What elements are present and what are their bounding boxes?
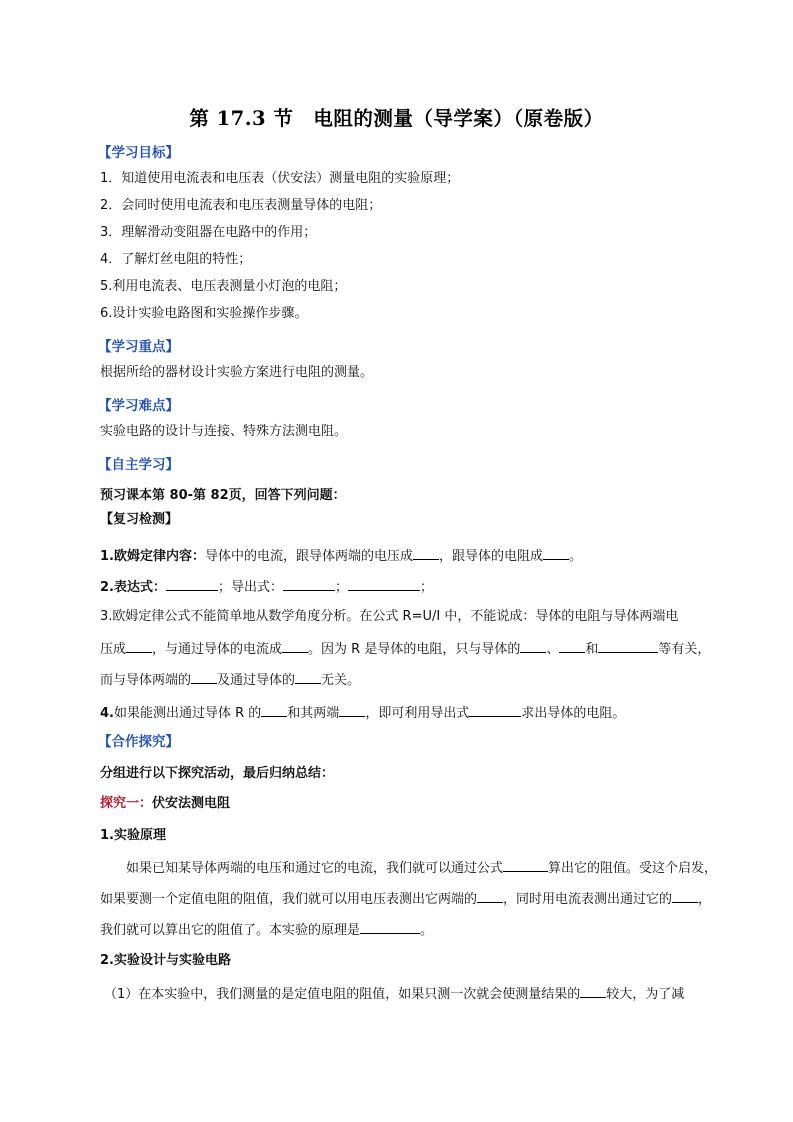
blank: [283, 577, 335, 591]
group-activity-text: 分组进行以下探究活动，最后归纳总结：: [100, 766, 335, 781]
question-2: 2.表达式： ；导出式： ； ；: [100, 577, 729, 597]
section-review: 【复习检测】: [100, 512, 179, 527]
objective-6: 6.设计实验电路图和实验操作步骤。: [100, 306, 308, 321]
section-objectives: 【学习目标】: [98, 145, 179, 161]
question-1-label: 1.欧姆定律内容：: [100, 549, 205, 564]
blank: [191, 670, 217, 684]
principle-line-2: 如果要测一个定值电阻的阻值，我们就可以用电压表测出它两端的 ，同时用电流表测出通过它的 ，: [100, 889, 729, 909]
explore-1-label: 探究一：: [100, 796, 153, 811]
objective-5: 5.利用电流表、电压表测量小灯泡的电阻；: [100, 279, 347, 294]
blank: [543, 546, 569, 560]
blank: [559, 639, 585, 653]
question-2-label: 2.表达式：: [100, 580, 166, 595]
objective-2: 2．会同时使用电流表和电压表测量导体的电阻；: [100, 198, 382, 213]
blank: [282, 639, 308, 653]
design-line-1: （1）在本实验中，我们测量的是定值电阻的阻值，如果只测一次就会使测量结果的 较大，为了减: [104, 984, 729, 1004]
objective-1: 1．知道使用电流表和电压表（伏安法）测量电阻的实验原理；: [100, 171, 460, 186]
objective-4: 4．了解灯丝电阻的特性；: [100, 252, 252, 267]
blank: [339, 703, 365, 717]
blank: [295, 670, 321, 684]
blank: [360, 920, 420, 934]
blank: [413, 546, 439, 560]
page-title: 第 17.3 节 电阻的测量（导学案）（原卷版）: [189, 107, 604, 130]
difficulty-text: 实验电路的设计与连接、特殊方法测电阻。: [100, 424, 348, 439]
blank: [469, 703, 521, 717]
section-cooperation: 【合作探究】: [98, 734, 179, 750]
blank: [520, 639, 546, 653]
question-1: 1.欧姆定律内容：导体中的电流，跟导体两端的电压成 ，跟导体的电阻成 。: [100, 546, 729, 566]
question-3-line-1: 3.欧姆定律公式不能简单地从数学角度分析。在公式 R=U/I 中，不能说成：导体的电阻与导体两端电: [100, 609, 679, 624]
preview-text: 预习课本第 80-第 82页，回答下列问题：: [100, 488, 346, 503]
principle-line-1: 如果已知某导体两端的电压和通过它的电流，我们就可以通过公式 算出它的阻值。受这个启发，: [100, 858, 729, 878]
blank: [348, 577, 420, 591]
blank: [126, 639, 152, 653]
question-3-line-3: 而与导体两端的 及通过导体的 无关。: [100, 670, 729, 690]
blank: [477, 889, 503, 903]
experiment-principle-heading: 1.实验原理: [100, 828, 166, 843]
blank: [598, 639, 658, 653]
blank: [166, 577, 218, 591]
blank: [672, 889, 698, 903]
blank: [580, 984, 606, 998]
explore-1-heading: [100, 795, 729, 813]
blank: [261, 703, 287, 717]
experiment-design-heading: 2.实验设计与实验电路: [100, 953, 231, 968]
section-self-study: 【自主学习】: [98, 457, 179, 473]
principle-line-3: 我们就可以算出它的阻值了。本实验的原理是 。: [100, 920, 729, 940]
blank: [503, 858, 548, 872]
question-3-line-2: 压成 ，与通过导体的电流成 。因为 R 是导体的电阻，只与导体的 、 和 等有关，: [100, 639, 729, 659]
objective-3: 3．理解滑动变阻器在电路中的作用；: [100, 225, 317, 240]
section-key-points: 【学习重点】: [98, 339, 179, 355]
question-4: 4.如果能测出通过导体 R 的 和其两端 ，即可利用导出式 求出导体的电阻。: [100, 703, 729, 723]
key-point-text: 根据所给的器材设计实验方案进行电阻的测量。: [100, 365, 374, 380]
section-difficulties: 【学习难点】: [98, 398, 179, 414]
explore-1-title: 伏安法测电阻: [152, 796, 231, 811]
